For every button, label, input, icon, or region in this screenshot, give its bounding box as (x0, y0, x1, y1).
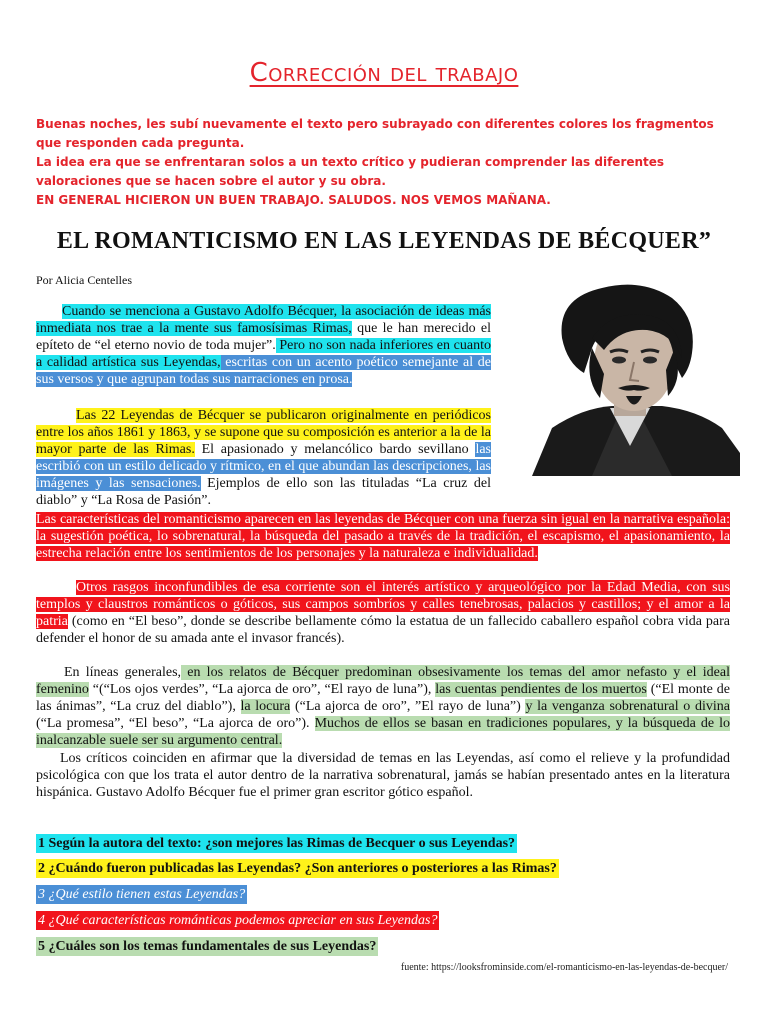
article-title: EL ROMANTICISMO EN LAS LEYENDAS DE BÉCQUER” (56, 228, 712, 254)
highlight-blue: escritas con un acento poético semejante al de sus versos y que agrupan todas sus narraciones en prosa. (36, 355, 491, 387)
plain-text: (“La promesa”, “El beso”, “La ajorca de oro”). (36, 716, 315, 731)
highlight-cyan: Cuando se menciona a Gustavo Adolfo Bécquer, la asociación de ideas más inmediata nos trae a la mente sus famosísimas Rimas, (36, 304, 491, 336)
highlight-green: y la venganza sobrenatural o divina (525, 699, 730, 714)
notice-line: Buenas noches, les subí nuevamente el texto pero subrayado con diferentes colores los fragmentos que responden cada pregunta. (36, 117, 714, 150)
question-2: 2 ¿Cuándo fueron publicadas las Leyendas? ¿Son anteriores o posteriores a las Rimas? (38, 861, 557, 876)
highlight-green: las cuentas pendientes de los muertos (435, 682, 647, 697)
highlight-yellow: Las 22 Leyendas de Bécquer se publicaron originalmente en periódicos entre los años 1861 y 1863, y se supone que su composición es anterior a la de la mayor parte de las Rimas. (36, 408, 491, 457)
paragraph-4 (36, 579, 730, 647)
question-5: 5 ¿Cuáles son los temas fundamentales de sus Leyendas? (38, 939, 377, 954)
byline: Por Alicia Centelles (36, 273, 132, 287)
paragraph-6 (36, 750, 730, 801)
plain-text: (“El monte de las ánimas”, “La cruz del diablo”), (36, 682, 731, 714)
paragraph-1 (36, 303, 491, 388)
question-3: 3 ¿Qué estilo tienen estas Leyendas? (38, 887, 246, 902)
highlight-red: Otros rasgos inconfundibles de esa corriente son el interés artístico y arqueológico por la Edad Media, con sus templos y claustros románticos o góticos, sus campos sombríos y calles tenebrosas, palacios y castillos; y el amor a la patria (36, 580, 730, 629)
plain-text: (como en “El beso”, donde se describe bellamente cómo la estatua de un fallecido caballero español cobra vida para defender el honor de su amada ante el invasor francés). (36, 614, 730, 646)
page-title: Corrección del trabajo (249, 58, 519, 88)
highlight-blue: las escribió con un estilo delicado y rítmico, en el que abundan las descripciones, las imágenes y las sensaciones. (36, 442, 491, 491)
source-link[interactable]: fuente: https://looksfrominside.com/el-romanticismo-en-las-leyendas-de-becquer/ (400, 962, 728, 973)
paragraph-2 (36, 407, 730, 509)
plain-text: (“La ajorca de oro”, ”El rayo de luna”) (290, 699, 526, 714)
paragraph-3 (36, 511, 730, 562)
highlight-cyan: Pero no son nada inferiores en cuanto a calidad artística sus Leyendas, (36, 338, 491, 370)
plain-text: “(“Los ojos verdes”, “La ajorca de oro”, “El rayo de luna”), (88, 682, 436, 697)
notice-line: EN GENERAL HICIERON UN BUEN TRABAJO. SALUDOS. NOS VEMOS MAÑANA. (36, 193, 551, 207)
plain-text: Ejemplos de ello son las tituladas “La cruz del diablo” y “La Rosa de Pasión”. (36, 476, 492, 508)
highlight-green: en los relatos de Bécquer predominan obsesivamente los temas del amor nefasto y el ideal femenino (36, 665, 730, 697)
notice-text (36, 115, 726, 210)
question-1: 1 Según la autora del texto: ¿son mejores las Rimas de Becquer o sus Leyendas? (38, 836, 516, 851)
plain-text: que le han merecido el epíteto de “el eterno novio de toda mujer”. (36, 321, 492, 353)
plain-text: El apasionado y melancólico bardo sevillano (194, 442, 476, 457)
plain-text: En líneas generales, (64, 665, 182, 680)
notice-line: La idea era que se enfrentaran solos a un texto crítico y pudieran comprender las diferentes valoraciones que se hacen sobre el autor y su obra. (36, 155, 665, 188)
highlight-red: Las características del romanticismo aparecen en las leyendas de Bécquer con una fuerza sin igual en la narrativa española: la sugestión poética, lo sobrenatural, la búsqueda del pasado a través de la tradición, el escapismo, el apasionamiento, la estrecha relación entre los sentimientos de los personajes y la naturaleza e individualidad. (36, 512, 730, 561)
highlight-green: Muchos de ellos se basan en tradiciones populares, y la búsqueda de lo inalcanzable suele ser su argumento central. (36, 716, 730, 748)
question-4: 4 ¿Qué características románticas podemos apreciar en sus Leyendas? (38, 913, 438, 928)
highlight-green: la locura (240, 699, 291, 714)
paragraph-5 (36, 664, 730, 749)
plain-text: Los críticos coinciden en afirmar que la diversidad de temas en las Leyendas, así como el relieve y la profundidad psicológica con que los trata el autor dentro de la narrativa sobrenatural, jamás se habían presentado antes en la literatura hispánica. Gustavo Adolfo Bécquer fue el primer gran escritor gótico español. (36, 751, 730, 800)
